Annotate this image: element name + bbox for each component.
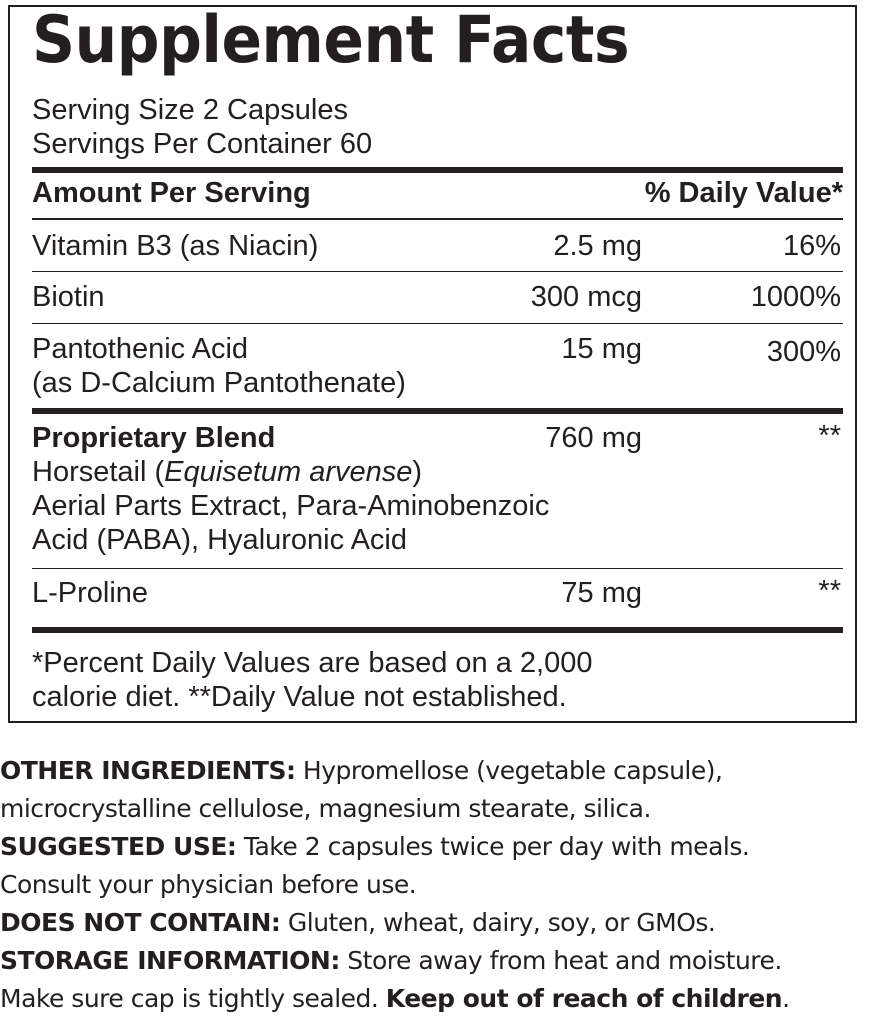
child-safety-warning: Keep out of reach of children [385, 984, 783, 1013]
daily-value-header: % Daily Value* [644, 177, 843, 209]
nutrient-daily-value: 300% [766, 336, 841, 368]
nutrient-amount: 15 mg [561, 333, 642, 365]
thick-divider [32, 408, 843, 414]
row-divider [32, 271, 843, 272]
storage-end: . [782, 984, 790, 1013]
nutrient-daily-value: ** [818, 575, 841, 607]
nutrient-name: Pantothenic Acid [32, 333, 249, 365]
other-ingredients-text: Hypromellose (vegetable capsule), [295, 756, 723, 785]
footnote-line: *Percent Daily Values are based on a 2,000 [32, 647, 593, 679]
blend-daily-value: ** [818, 420, 841, 452]
storage-information [0, 942, 871, 1018]
does-not-contain-label: DOES NOT CONTAIN: [0, 908, 281, 937]
nutrient-amount: 300 mcg [530, 281, 642, 313]
suggested-use [0, 828, 871, 904]
nutrient-daily-value: 16% [782, 230, 841, 262]
blend-ingredient-line: Aerial Parts Extract, Para-Aminobenzoic [32, 490, 550, 522]
panel-title: Supplement Facts [32, 3, 630, 78]
blend-amount: 760 mg [545, 422, 642, 454]
nutrient-amount: 75 mg [561, 577, 642, 609]
nutrient-name: L-Proline [32, 577, 149, 609]
storage-information-text: Make sure cap is tightly sealed. [0, 984, 386, 1013]
blend-ingredient-line: Acid (PABA), Hyaluronic Acid [32, 524, 407, 556]
blend-ingredient-line [32, 455, 422, 489]
serving-size: Serving Size 2 Capsules [32, 94, 348, 126]
storage-information-label: STORAGE INFORMATION: [0, 946, 340, 975]
suggested-use-text: Take 2 capsules twice per day with meals. [236, 832, 750, 861]
other-ingredients-label: OTHER INGREDIENTS: [0, 756, 296, 785]
servings-per-container: Servings Per Container 60 [32, 128, 373, 160]
suggested-use-text: Consult your physician before use. [0, 870, 417, 899]
blend-name: Proprietary Blend [32, 422, 276, 454]
other-ingredients [0, 752, 871, 828]
product-information [0, 752, 871, 1018]
header-divider [32, 218, 843, 220]
nutrient-name-detail: (as D-Calcium Pantothenate) [32, 367, 406, 399]
nutrient-name: Vitamin B3 (as Niacin) [32, 230, 319, 262]
blend-line1-latin-name: Equisetum arvense [164, 456, 413, 488]
nutrient-daily-value: 1000% [750, 281, 841, 313]
thick-divider [32, 627, 843, 633]
does-not-contain-text: Gluten, wheat, dairy, soy, or GMOs. [280, 908, 716, 937]
does-not-contain [0, 904, 871, 942]
nutrient-amount: 2.5 mg [553, 230, 642, 262]
amount-per-serving-header: Amount Per Serving [32, 177, 311, 209]
row-divider [32, 323, 843, 324]
other-ingredients-text: microcrystalline cellulose, magnesium stearate, silica. [0, 794, 651, 823]
footnote-line: calorie diet. **Daily Value not established. [32, 681, 567, 713]
supplement-facts-panel [8, 5, 857, 723]
blend-line1-prefix: Horsetail ( [32, 456, 165, 488]
suggested-use-label: SUGGESTED USE: [0, 832, 237, 861]
thick-divider [32, 167, 843, 173]
nutrient-name: Biotin [32, 281, 105, 313]
blend-line1-suffix: ) [412, 456, 423, 488]
storage-information-text: Store away from heat and moisture. [339, 946, 782, 975]
row-divider [32, 568, 843, 569]
